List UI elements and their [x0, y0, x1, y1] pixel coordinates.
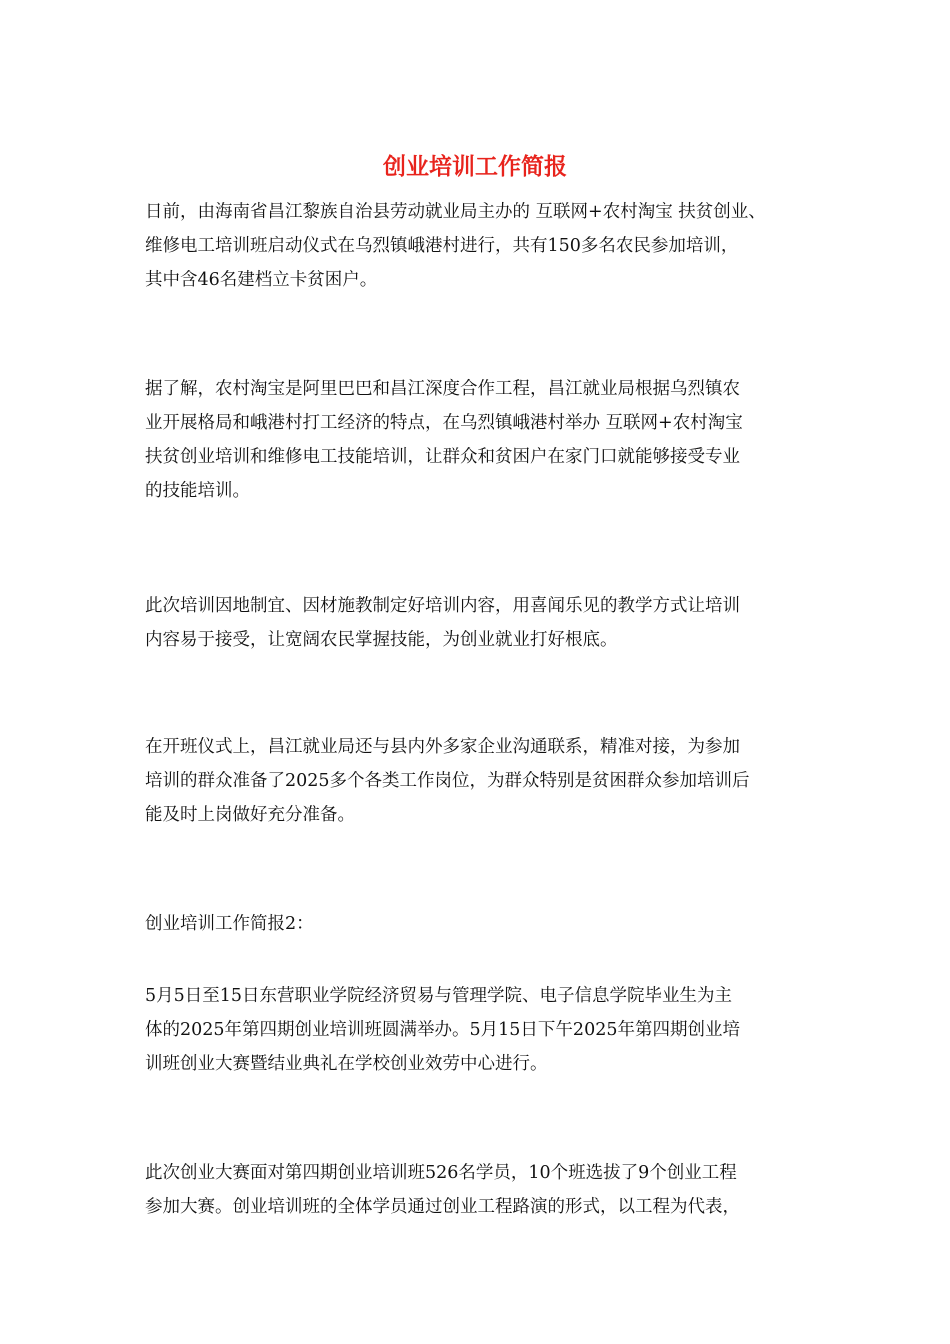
- paragraph-line: 日前，由海南省昌江黎族自治县劳动就业局主办的 互联网+农村淘宝 扶贫创业、: [145, 202, 766, 222]
- paragraph-6: [145, 979, 810, 1081]
- paragraph-1: [145, 195, 810, 297]
- paragraph-line: 体的2025年第四期创业培训班圆满举办。5月15日下午2025年第四期创业培: [145, 1020, 740, 1040]
- paragraph-line: 据了解，农村淘宝是阿里巴巴和昌江深度合作工程，昌江就业局根据乌烈镇农: [145, 379, 740, 399]
- paragraph-line: 其中含46名建档立卡贫困户。: [145, 270, 378, 290]
- paragraph-line: 在开班仪式上，昌江就业局还与县内外多家企业沟通联系，精准对接，为参加: [145, 737, 740, 757]
- paragraph-line: 此次创业大赛面对第四期创业培训班526名学员，10个班选拔了9个创业工程: [145, 1163, 737, 1183]
- paragraph-3: [145, 589, 810, 657]
- paragraph-line: 扶贫创业培训和维修电工技能培训，让群众和贫困户在家门口就能够接受专业: [145, 447, 740, 467]
- paragraph-line: 内容易于接受，让宽阔农民掌握技能，为创业就业打好根底。: [145, 630, 618, 650]
- paragraph-4: [145, 730, 810, 832]
- paragraph-line: 参加大赛。创业培训班的全体学员通过创业工程路演的形式，以工程为代表，: [145, 1197, 740, 1217]
- document-title: 创业培训工作简报: [383, 153, 567, 180]
- paragraph-line: 5月5日至15日东营职业学院经济贸易与管理学院、电子信息学院毕业生为主: [145, 986, 733, 1006]
- paragraph-5: [145, 907, 810, 941]
- paragraph-line: 创业培训工作简报2：: [145, 914, 314, 934]
- paragraph-line: 维修电工培训班启动仪式在乌烈镇峨港村进行，共有150多名农民参加培训，: [145, 236, 739, 256]
- paragraph-line: 培训的群众准备了2025多个各类工作岗位，为群众特别是贫困群众参加培训后: [145, 771, 750, 791]
- paragraph-line: 的技能培训。: [145, 481, 250, 501]
- paragraph-line: 此次培训因地制宜、因材施教制定好培训内容，用喜闻乐见的教学方式让培训: [145, 596, 740, 616]
- paragraph-7: [145, 1156, 810, 1224]
- paragraph-line: 训班创业大赛暨结业典礼在学校创业效劳中心进行。: [145, 1054, 548, 1074]
- paragraph-line: 能及时上岗做好充分准备。: [145, 805, 355, 825]
- paragraph-2: [145, 372, 810, 508]
- paragraph-line: 业开展格局和峨港村打工经济的特点，在乌烈镇峨港村举办 互联网+农村淘宝: [145, 413, 743, 433]
